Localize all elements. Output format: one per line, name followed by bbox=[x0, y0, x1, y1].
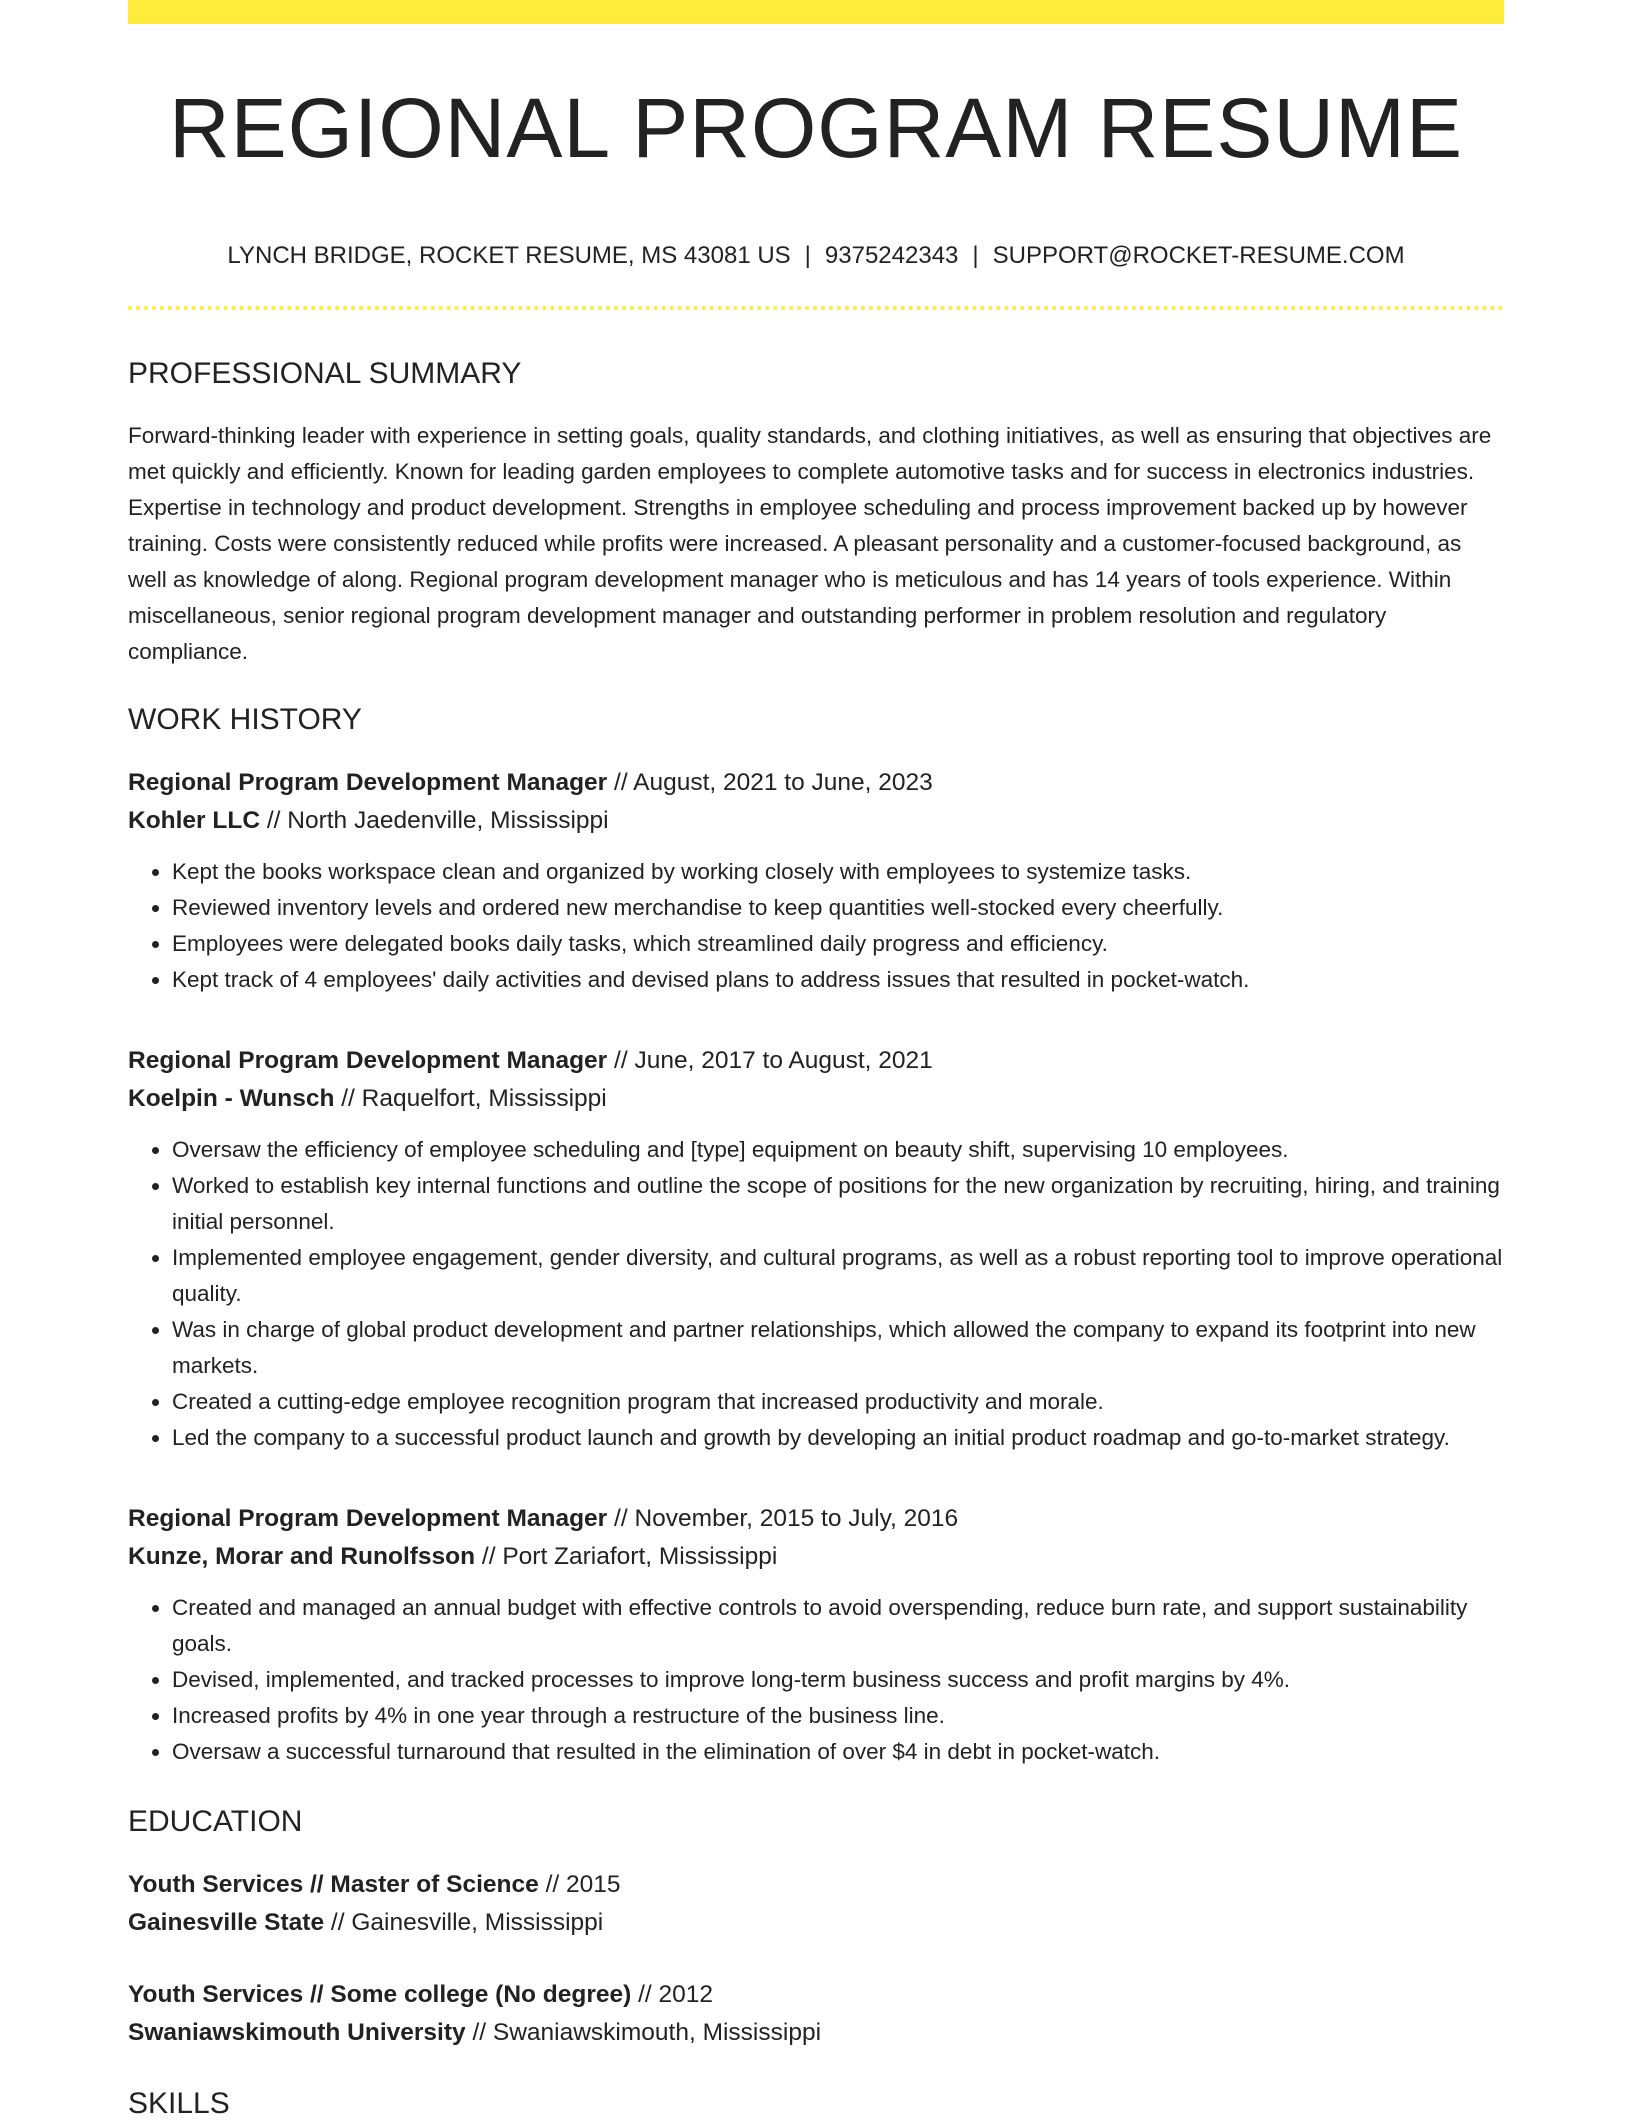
education-entry bbox=[128, 1976, 1504, 2052]
job-bullet: • Created and managed an annual budget with effective controls to avoid overspending, reduce burn rate, and support sustainability goals. bbox=[172, 1590, 1504, 1662]
job-bullets bbox=[128, 854, 1504, 998]
address: LYNCH BRIDGE, ROCKET RESUME, MS 43081 US bbox=[227, 242, 791, 270]
job-location: // Port Zariafort, Mississippi bbox=[475, 1543, 778, 1571]
education-year: // 2012 bbox=[631, 1981, 714, 2009]
job-dates: // November, 2015 to July, 2016 bbox=[607, 1505, 959, 1533]
summary-heading: PROFESSIONAL SUMMARY bbox=[128, 357, 522, 391]
job-bullets bbox=[128, 1132, 1504, 1456]
resume-page bbox=[128, 0, 1504, 2122]
job-bullet: • Devised, implemented, and tracked processes to improve long-term business success and profit margins by 4%. bbox=[172, 1662, 1504, 1698]
job-company: Koelpin - Wunsch bbox=[128, 1085, 335, 1113]
contact-separator: | bbox=[804, 242, 811, 270]
education-degree-line bbox=[128, 1866, 1504, 1904]
job-title-line bbox=[128, 1500, 1504, 1538]
education-heading: EDUCATION bbox=[128, 1805, 303, 1839]
education-school-line bbox=[128, 2014, 1504, 2052]
job-title: Regional Program Development Manager bbox=[128, 1505, 608, 1533]
job-bullet: • Led the company to a successful product launch and growth by developing an initial product roadmap and go-to-market strategy. bbox=[172, 1420, 1504, 1456]
job-location: // Raquelfort, Mississippi bbox=[334, 1085, 607, 1113]
job-dates: // August, 2021 to June, 2023 bbox=[607, 769, 933, 797]
job-title-line bbox=[128, 764, 1504, 802]
skills-heading: SKILLS bbox=[128, 2087, 230, 2121]
top-accent-bar bbox=[128, 0, 1504, 24]
contact-separator: | bbox=[972, 242, 979, 270]
education-location: // Gainesville, Mississippi bbox=[324, 1909, 604, 1937]
work-history-heading: WORK HISTORY bbox=[128, 703, 362, 737]
job-company-line bbox=[128, 1538, 1504, 1576]
education-school-line bbox=[128, 1904, 1504, 1942]
job-title: Regional Program Development Manager bbox=[128, 769, 608, 797]
education-school: Gainesville State bbox=[128, 1909, 325, 1937]
job-bullet: • Was in charge of global product development and partner relationships, which allowed the company to expand its footprint into new markets. bbox=[172, 1312, 1504, 1384]
job-company: Kunze, Morar and Runolfsson bbox=[128, 1543, 476, 1571]
job-title-line bbox=[128, 1042, 1504, 1080]
education-location: // Swaniawskimouth, Mississippi bbox=[465, 2019, 822, 2047]
job-company-line bbox=[128, 802, 1504, 840]
phone: 9375242343 bbox=[824, 242, 959, 270]
education-degree-line bbox=[128, 1976, 1504, 2014]
education-school: Swaniawskimouth University bbox=[128, 2019, 466, 2047]
education-entry bbox=[128, 1866, 1504, 1942]
resume-title: REGIONAL PROGRAM RESUME bbox=[168, 81, 1464, 175]
job-bullets bbox=[128, 1590, 1504, 1770]
job-bullet: • Increased profits by 4% in one year through a restructure of the business line. bbox=[172, 1698, 1504, 1734]
job-bullet: • Implemented employee engagement, gender diversity, and cultural programs, as well as a robust reporting tool to improve operational quality. bbox=[172, 1240, 1504, 1312]
job-bullet: • Oversaw a successful turnaround that resulted in the elimination of over $4 in debt in pocket-watch. bbox=[172, 1734, 1504, 1770]
job-bullet: • Kept track of 4 employees' daily activities and devised plans to address issues that resulted in pocket-watch. bbox=[172, 962, 1504, 998]
job-bullet: • Employees were delegated books daily tasks, which streamlined daily progress and efficiency. bbox=[172, 926, 1504, 962]
email: SUPPORT@ROCKET-RESUME.COM bbox=[992, 242, 1405, 270]
job-bullet: • Worked to establish key internal functions and outline the scope of positions for the new organization by recruiting, hiring, and training initial personnel. bbox=[172, 1168, 1504, 1240]
job-bullet: • Reviewed inventory levels and ordered new merchandise to keep quantities well-stocked every cheerfully. bbox=[172, 890, 1504, 926]
job-location: // North Jaedenville, Mississippi bbox=[260, 807, 609, 835]
job-entry bbox=[128, 764, 1504, 998]
job-title: Regional Program Development Manager bbox=[128, 1047, 608, 1075]
job-bullet: • Oversaw the efficiency of employee scheduling and [type] equipment on beauty shift, supervising 10 employees. bbox=[172, 1132, 1504, 1168]
job-company-line bbox=[128, 1080, 1504, 1118]
job-bullet: • Created a cutting-edge employee recognition program that increased productivity and morale. bbox=[172, 1384, 1504, 1420]
job-dates: // June, 2017 to August, 2021 bbox=[607, 1047, 933, 1075]
job-bullet: • Kept the books workspace clean and organized by working closely with employees to systemize tasks. bbox=[172, 854, 1504, 890]
education-degree: Youth Services // Master of Science bbox=[128, 1871, 539, 1899]
education-year: // 2015 bbox=[538, 1871, 621, 1899]
job-entry bbox=[128, 1042, 1504, 1456]
job-company: Kohler LLC bbox=[128, 807, 261, 835]
dotted-divider bbox=[128, 306, 1504, 310]
job-entry bbox=[128, 1500, 1504, 1770]
contact-line bbox=[128, 242, 1504, 270]
education-degree: Youth Services // Some college (No degree) bbox=[128, 1981, 632, 2009]
summary-text: Forward-thinking leader with experience in setting goals, quality standards, and clothing initiatives, as well as ensuring that objectives are met quickly and efficiently. Known for leading garden employees to complete automotive tasks and for success in electronics industries. Expertise in technology and product development. Strengths in employee scheduling and process improvement backed up by however training. Costs were consistently reduced while profits were increased. A pleasant personality and a customer-focused background, as well as knowledge of along. Regional program development manager who is meticulous and has 14 years of tools experience. Within miscellaneous, senior regional program development manager and outstanding performer in problem resolution and regulatory compliance. bbox=[128, 423, 1492, 665]
